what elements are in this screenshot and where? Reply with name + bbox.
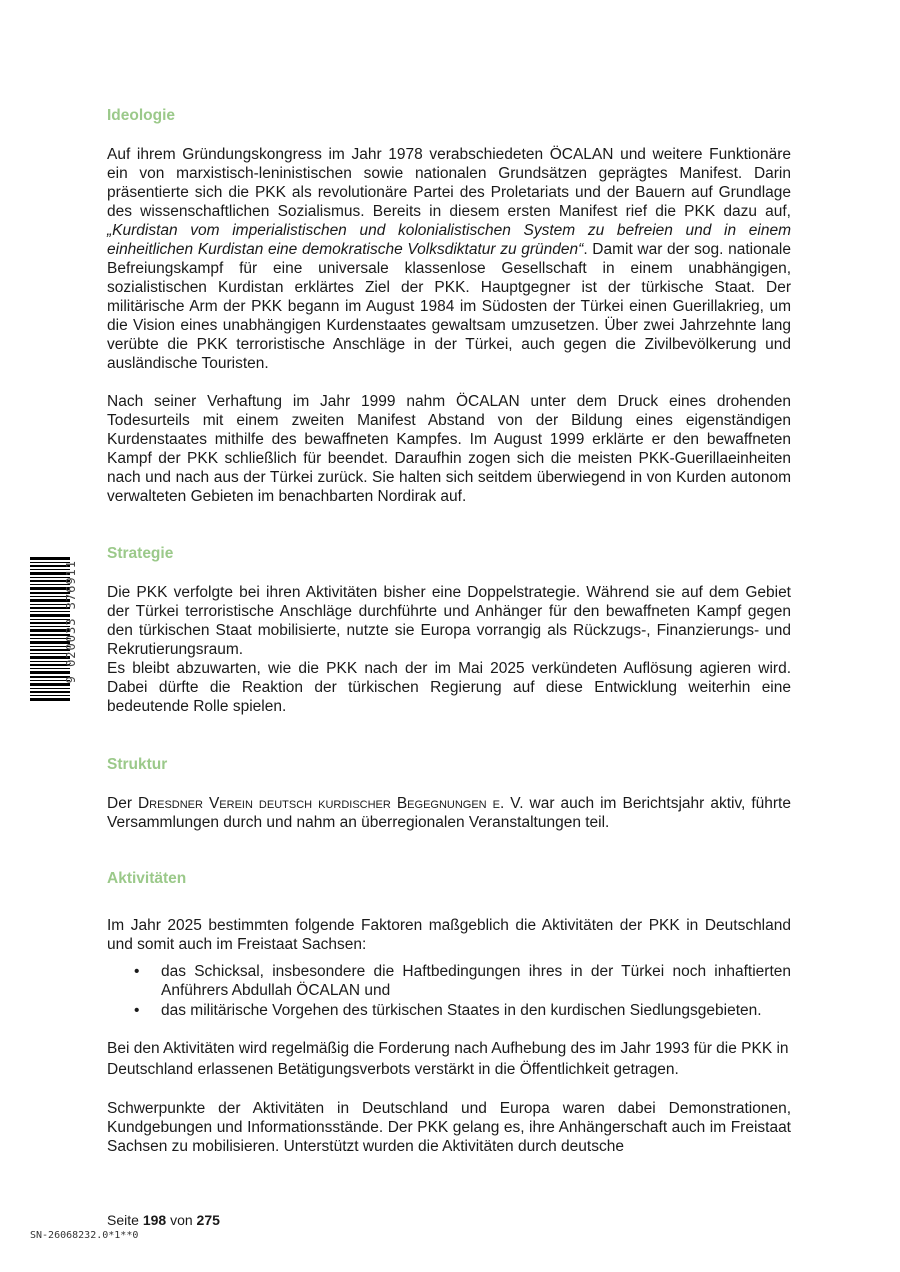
- list-item: [107, 1001, 791, 1020]
- struktur-text-after: war auch im Berichtsjahr aktiv, führte Versammlungen durch und nahm an überregionalen Veranstaltungen teil.: [107, 795, 791, 831]
- document-id: SN-26068232.0*1**0: [30, 1230, 139, 1241]
- aktivitaeten-paragraph-2: Bei den Aktivitäten wird regelmäßig die Forderung nach Aufhebung des im Jahr 1993 für die PKK in Deutschland erlassenen Betätigungsverbots verstärkt in die Öffentlichkeit getragen.: [107, 1040, 789, 1078]
- section-heading-aktivitaeten: Aktivitäten: [107, 870, 187, 887]
- section-heading-ideologie: Ideologie: [107, 107, 176, 124]
- aktivitaeten-intro: Im Jahr 2025 bestimmten folgende Faktoren maßgeblich die Aktivitäten der PKK in Deutschland und somit auch im Freistaat Sachsen:: [107, 917, 791, 953]
- struktur-paragraph: [107, 794, 791, 832]
- bullet-glyph: •: [134, 963, 140, 980]
- strategie-paragraph-1: Die PKK verfolgte bei ihren Aktivitäten bisher eine Doppelstrategie. Während sie auf dem Gebiet der Türkei terroristische Anschläge durchführte und Anhänger für den bewaffneten Kampf gegen den türkischen Staat mobilisierte, nutzte sie Europa vorrangig als Rückzugs-, Finanzierungs- und Rekrutierungsraum.: [107, 584, 791, 658]
- bullet-glyph: •: [134, 1002, 140, 1019]
- aktivitaeten-factor-list: [107, 962, 791, 1020]
- list-item-text: das Schicksal, insbesondere die Haftbedingungen ihres in der Türkei noch inhaftierten Anführers Abdullah ÖCALAN und: [161, 963, 791, 999]
- strategie-paragraph-2: Es bleibt abzuwarten, wie die PKK nach der im Mai 2025 verkündeten Auflösung agieren wird. Dabei dürfte die Reaktion der türkischen Regierung auf diese Entwicklung weiterhin eine bedeutende Rolle spielen.: [107, 660, 791, 715]
- struktur-text-before: Der: [107, 795, 138, 812]
- page-current: 198: [142, 1212, 167, 1228]
- ideologie-p1-text-before: Auf ihrem Gründungskongress im Jahr 1978 verabschiedeten ÖCALAN und weitere Funktionäre ein von marxistisch-leninistischen sowie nationalen Grundsätzen geprägtes Manifest. Darin präsentierte sich die PKK als revolutionäre Partei des Proletariats und der Bauern auf Grundlage des wissenschaftlichen Sozialismus. Bereits in diesem ersten Manifest rief die PKK dazu auf,: [107, 146, 791, 220]
- ideologie-paragraph-1: [107, 145, 791, 373]
- struktur-organization-name: Dresdner Verein deutsch kurdischer Begegnungen e. V.: [137, 795, 524, 812]
- ideologie-p1-text-after: . Damit war der sog. nationale Befreiungskampf für eine universale klassenlose Gesellschaft in einem unabhängigen, sozialistischen Kurdistan erklärtes Ziel der PKK. Hauptgegner ist der türkische Staat. Der militärische Arm der PKK begann im August 1984 im Südosten der Türkei einen Guerillakrieg, um die Vision eines unabhängigen Kurdenstaates gewaltsam umzusetzen. Über zwei Jahrzehnte lang verübte die PKK terroristische Anschläge in der Türkei, auch gegen die Zivilbevölkerung und ausländische Touristen.: [107, 241, 792, 372]
- page-content: [107, 105, 791, 1156]
- page-sep: von: [170, 1212, 193, 1228]
- ideologie-paragraph-2: Nach seiner Verhaftung im Jahr 1999 nahm ÖCALAN unter dem Druck eines drohenden Todesurteils mit einem zweiten Manifest Abstand von der Bildung eines eigenständigen Kurdenstaates mithilfe des bewaffneten Kampfes. Im August 1999 erklärte er den bewaffneten Kampf der PKK schließlich für beendet. Daraufhin zogen sich die meisten PKK-Guerillaeinheiten nach und nach aus der Türkei zurück. Sie halten sich seitdem überwiegend in von Kurden autonom verwalteten Gebieten im benachbarten Nordirak auf.: [107, 393, 791, 505]
- page-total: 275: [196, 1212, 220, 1228]
- page-label: Seite: [107, 1212, 139, 1228]
- barcode-number: 9 020033 376911: [64, 560, 78, 684]
- aktivitaeten-paragraph-3: Schwerpunkte der Aktivitäten in Deutschland und Europa waren dabei Demonstrationen, Kundgebungen und Informationsstände. Der PKK gelang es, ihre Anhängerschaft auch im Freistaat Sachsen zu mobilisieren. Unterstützt wurden die Aktivitäten durch deutsche: [107, 1100, 791, 1155]
- page-footer: [107, 1212, 220, 1228]
- list-item-text: das militärische Vorgehen des türkischen Staates in den kurdischen Siedlungsgebieten.: [161, 1002, 762, 1019]
- ideologie-p1-quote: „Kurdistan vom imperialistischen und kolonialistischen System zu befreien und in einem einheitlichen Kurdistan eine demokratische Volksdiktatur zu gründen“: [107, 222, 791, 258]
- section-heading-struktur: Struktur: [107, 756, 168, 773]
- section-heading-strategie: Strategie: [107, 545, 174, 562]
- list-item: [107, 962, 791, 1000]
